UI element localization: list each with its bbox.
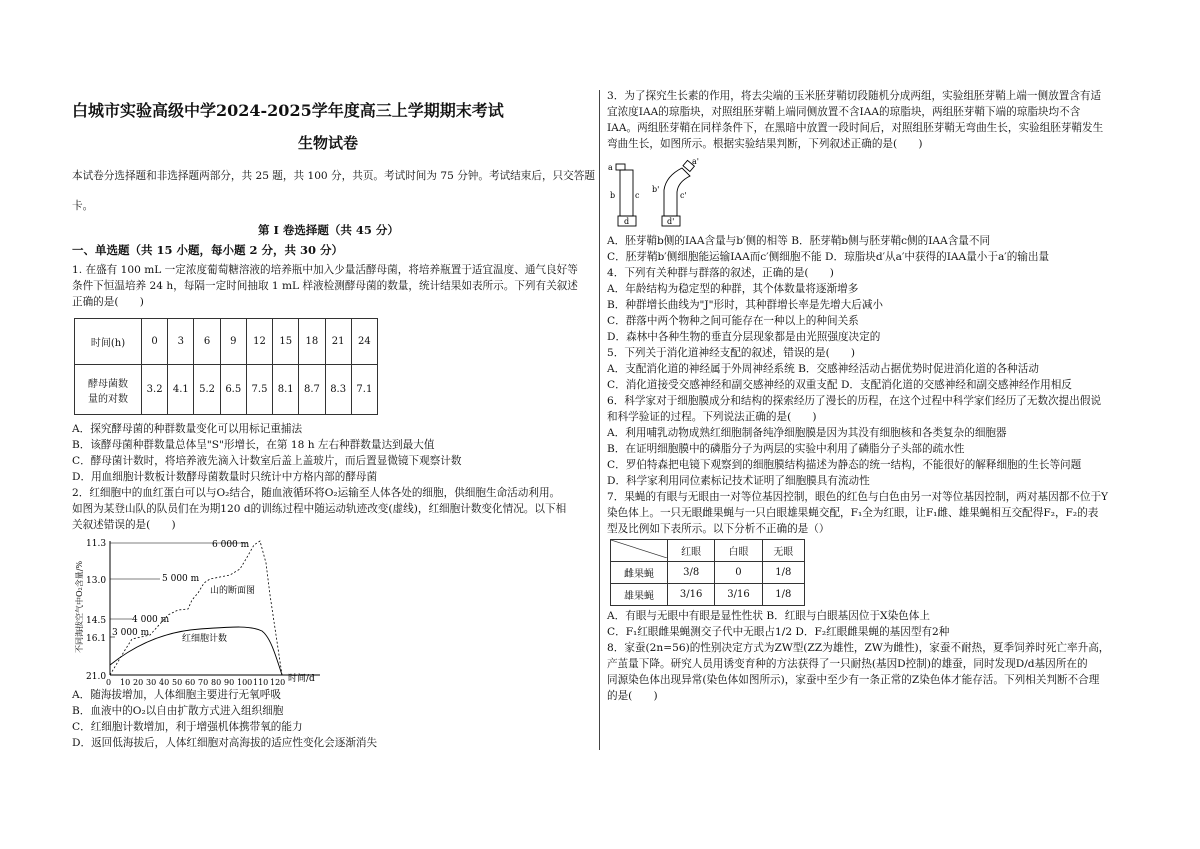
label-3000m: 3 000 m [112, 628, 150, 638]
label-6000m: 6 000 m [212, 540, 250, 550]
q6-option-d: D．科学家利用同位素标记技术证明了细胞膜具有流动性 [607, 475, 870, 487]
time-cell: 12 [246, 319, 272, 365]
yeast-header-line-1: 酵母菌数 [88, 378, 128, 390]
label-b-prime: b' [652, 185, 660, 194]
ytick: 21.0 [86, 672, 107, 682]
q6-option-a: A．利用哺乳动物成熟红细胞制备纯净细胞膜是因为其没有细胞核和各类复杂的细胞器 [607, 427, 1007, 439]
label-d: d [624, 217, 630, 226]
q2-option-c: C．红细胞计数增加，利于增强机体携带氧的能力 [72, 721, 303, 733]
xtick: 20 [133, 678, 144, 685]
ratio-cell: 3/16 [668, 584, 715, 606]
label-4000m: 4 000 m [132, 615, 170, 625]
q2-option-d: D．返回低海拔后，人体红细胞对高海拔的适应性变化会逐渐消失 [72, 737, 378, 749]
xtick: 100 [237, 678, 253, 685]
section-heading: 一、单选题（共 15 小题，每小题 2 分，共 30 分） [72, 243, 344, 257]
ratio-cell: 1/8 [762, 562, 804, 584]
time-cell: 15 [273, 319, 299, 365]
xtick: 60 [185, 678, 196, 685]
yeast-value: 5.2 [194, 365, 220, 415]
q7-option-cd: C．F₁红眼雌果蝇测交子代中无眼占1/2 D．F₂红眼雌果蝇的基因型有2种 [607, 626, 950, 638]
ytick: 16.1 [86, 634, 107, 644]
q5-stem: 5．下列关于消化道神经支配的叙述，错误的是( ) [607, 347, 856, 359]
q7-stem-3: 型及比例如下表所示。以下分析不正确的是（） [607, 523, 830, 535]
xtick: 120 [270, 678, 286, 685]
q6-stem-1: 6．科学家对于细胞膜成分和结构的探索经历了漫长的历程，在这个过程中科学家们经历了无数次提出假说 [607, 395, 1102, 407]
xtick: 50 [172, 678, 183, 685]
q1-stem-2: 条件下恒温培养 24 h，每隔一定时间抽取 1 mL 样液检测酵母菌的数量，统计结果如表所示。下列有关叙述 [72, 280, 578, 292]
label-a: a [608, 163, 613, 172]
intro-line-2: 卡。 [72, 200, 94, 212]
q5-option-ab: A．支配消化道的神经属于外周神经系统 B．交感神经活动占据优势时促进消化道的各种活动 [607, 363, 1039, 375]
figure-xlabel: 时间/d [288, 674, 315, 684]
yeast-value: 4.1 [168, 365, 194, 415]
time-cell: 3 [168, 319, 194, 365]
intro-line-1: 本试卷分选择题和非选择题两部分，共 25 题，共 100 分，共页。考试时间为 75 分钟。考试结束后，只交答题 [72, 170, 595, 182]
yeast-value: 6.5 [220, 365, 246, 415]
label-d-prime: d' [667, 217, 675, 226]
q5-option-cd: C．消化道接受交感神经和副交感神经的双重支配 D．支配消化道的交感神经和副交感神经作用相反 [607, 379, 1072, 391]
yeast-value: 7.1 [351, 365, 377, 415]
label-rbc: 红细胞计数 [182, 634, 228, 644]
mountain-profile [110, 541, 282, 675]
corner-cell [611, 540, 668, 562]
xtick: 30 [146, 678, 157, 685]
fruitfly-table [610, 539, 805, 606]
time-cell: 21 [325, 319, 351, 365]
q4-option-d: D．森林中各种生物的垂直分层现象都是由光照强度决定的 [607, 331, 881, 343]
col-header: 红眼 [668, 540, 715, 562]
q8-stem-1: 8．家蚕(2n=56)的性别决定方式为ZW型(ZZ为雄性，ZW为雌性)，家蚕不耐热，夏季饲养时死亡率升高， [607, 642, 1110, 654]
label-c: c [635, 191, 640, 200]
q1-option-d: D．用血细胞计数板计数酵母菌数量时只统计中方格内部的酵母菌 [72, 471, 378, 483]
xtick: 10 [120, 678, 131, 685]
q8-stem-2: 产茧量下降。研究人员用诱变育种的方法获得了一只耐热(基因D控制)的雄蚕，同时发现D/d基因所在的 [607, 658, 1088, 670]
xtick: 90 [224, 678, 235, 685]
ratio-cell: 1/8 [762, 584, 804, 606]
xtick: 40 [159, 678, 170, 685]
q1-stem-3: 正确的是( ) [72, 296, 144, 308]
yeast-value: 8.3 [325, 365, 351, 415]
time-cell: 18 [299, 319, 325, 365]
q1-option-b: B．该酵母菌种群数量总体呈"S"形增长，在第 18 h 左右种群数量达到最大值 [72, 439, 435, 451]
yeast-header-line-2: 量的对数 [88, 393, 128, 405]
xtick: 70 [198, 678, 209, 685]
label-5000m: 5 000 m [162, 574, 200, 584]
q1-option-c: C．酵母菌计数时，将培养液先滴入计数室后盖上盖玻片，而后置显微镜下观察计数 [72, 455, 462, 467]
time-cell: 24 [351, 319, 377, 365]
ytick: 11.3 [86, 539, 107, 549]
xtick: 0 [106, 678, 112, 685]
q3-stem-2: 宜浓度IAA的琼脂块，对照组胚芽鞘上端同侧放置不含IAA的琼脂块，两组胚芽鞘下端的琼脂块均不含 [607, 106, 1081, 118]
q8-stem-3: 同源染色体出现异常(染色体如图所示)，家蚕中至少有一条正常的Z染色体才能存活。下列相关判断不合理 [607, 674, 1100, 686]
q7-stem-2: 染色体上。一只无眼雌果蝇与一只白眼雄果蝇交配，F₁全为红眼，让F₁雌、雄果蝇相互交配得F₂，F₂的表 [607, 507, 1099, 519]
q1-option-a: A．探究酵母菌的种群数量变化可以用标记重捕法 [72, 423, 303, 435]
q4-stem: 4．下列有关种群与群落的叙述，正确的是( ) [607, 267, 834, 279]
q4-option-a: A．年龄结构为稳定型的种群，其个体数量将逐渐增多 [607, 283, 859, 295]
q7-stem-1: 7．果蝇的有眼与无眼由一对等位基因控制，眼色的红色与白色由另一对等位基因控制，两对基因都不位于Y [607, 491, 1109, 503]
exam-title: 白城市实验高级中学2024-2025学年度高三上学期期末考试 [72, 101, 504, 120]
yeast-value: 3.2 [142, 365, 168, 415]
exam-subtitle: 生物试卷 [298, 134, 359, 152]
yeast-value: 8.7 [299, 365, 325, 415]
label-a-prime: a' [692, 157, 699, 166]
yeast-header [75, 365, 142, 415]
altitude-rbc-figure [70, 535, 350, 685]
column-divider [599, 90, 600, 750]
time-cell: 9 [220, 319, 246, 365]
q4-option-c: C．群落中两个物种之间可能存在一种以上的种间关系 [607, 315, 859, 327]
corner-diagonal [611, 540, 667, 558]
q2-option-b: B．血液中的O₂以自由扩散方式进入组织细胞 [72, 705, 284, 717]
xtick: 80 [211, 678, 222, 685]
q7-option-ab: A．有眼与无眼中有眼是显性性状 B．红眼与白眼基因位于X染色体上 [607, 610, 930, 622]
q2-stem-1: 2．红细胞中的血红蛋白可以与O₂结合，随血液循环将O₂运输至人体各处的细胞，供细胞生命活动利用。 [72, 487, 561, 499]
col-header: 白眼 [715, 540, 762, 562]
ratio-cell: 3/8 [668, 562, 715, 584]
ytick: 13.0 [86, 576, 107, 586]
row-header-male: 雄果蝇 [611, 584, 668, 606]
q3-stem-3: IAA。两组胚芽鞘在同样条件下，在黑暗中放置一段时间后，对照组胚芽鞘无弯曲生长，实验组胚芽鞘发生 [607, 122, 1104, 134]
q3-stem-1: 3．为了探究生长素的作用，将去尖端的玉米胚芽鞘切段随机分成两组，实验组胚芽鞘上端一侧放置含有适 [607, 90, 1102, 102]
time-cell: 6 [194, 319, 220, 365]
q8-stem-4: 的是( ) [607, 690, 658, 702]
row-header-female: 雌果蝇 [611, 562, 668, 584]
figure-ylabel: 不同海拔空气中O₂含量/% [75, 560, 84, 653]
q3-option-ab: A．胚芽鞘b侧的IAA含量与b′侧的相等 B．胚芽鞘b侧与胚芽鞘c侧的IAA含量不同 [607, 235, 991, 247]
time-header: 时间(h) [75, 319, 142, 365]
q3-stem-4: 弯曲生长，如图所示。根据实验结果判断，下列叙述正确的是( ) [607, 138, 923, 150]
ytick: 14.5 [86, 616, 107, 626]
q6-option-c: C．罗伯特森把电镜下观察到的细胞膜结构描述为静态的统一结构，不能很好的解释细胞的生长等问题 [607, 459, 1082, 471]
label-b: b [610, 191, 616, 200]
q2-stem-2: 如图为某登山队的队员们在为期120 d的训练过程中随运动轨迹改变(虚线)，红细胞计数变化情况。以下相 [72, 503, 567, 515]
ratio-cell: 3/16 [715, 584, 762, 606]
q6-stem-2: 和科学验证的过程。下列说法正确的是( ) [607, 411, 817, 423]
q1-stem-1: 1. 在盛有 100 mL 一定浓度葡萄糖溶液的培养瓶中加入少量活酵母菌，将培养瓶置于适宜温度、通气良好等 [72, 264, 578, 276]
q2-option-a: A．随海拔增加，人体细胞主要进行无氧呼吸 [72, 689, 281, 701]
time-cell: 0 [142, 319, 168, 365]
q6-option-b: B．在证明细胞膜中的磷脂分子为两层的实验中利用了磷脂分子头部的疏水性 [607, 443, 965, 455]
coleoptile-figure [606, 156, 726, 230]
q4-option-b: B．种群增长曲线为"J"形时，其种群增长率是先增大后减小 [607, 299, 884, 311]
part-heading: 第 I 卷选择题（共 45 分） [258, 223, 399, 237]
q3-option-cd: C．胚芽鞘b′侧细胞能运输IAA而c′侧细胞不能 D．琼脂块d′从a′中获得的IAA量小于a′的输出量 [607, 251, 1050, 263]
yeast-table [74, 318, 378, 415]
label-c-prime: c' [680, 191, 687, 200]
ratio-cell: 0 [715, 562, 762, 584]
xtick: 110 [253, 678, 269, 685]
yeast-value: 8.1 [273, 365, 299, 415]
label-mountain: 山的断面图 [210, 586, 256, 596]
col-header: 无眼 [762, 540, 804, 562]
q2-stem-3: 关叙述错误的是( ) [72, 519, 176, 531]
yeast-value: 7.5 [246, 365, 272, 415]
